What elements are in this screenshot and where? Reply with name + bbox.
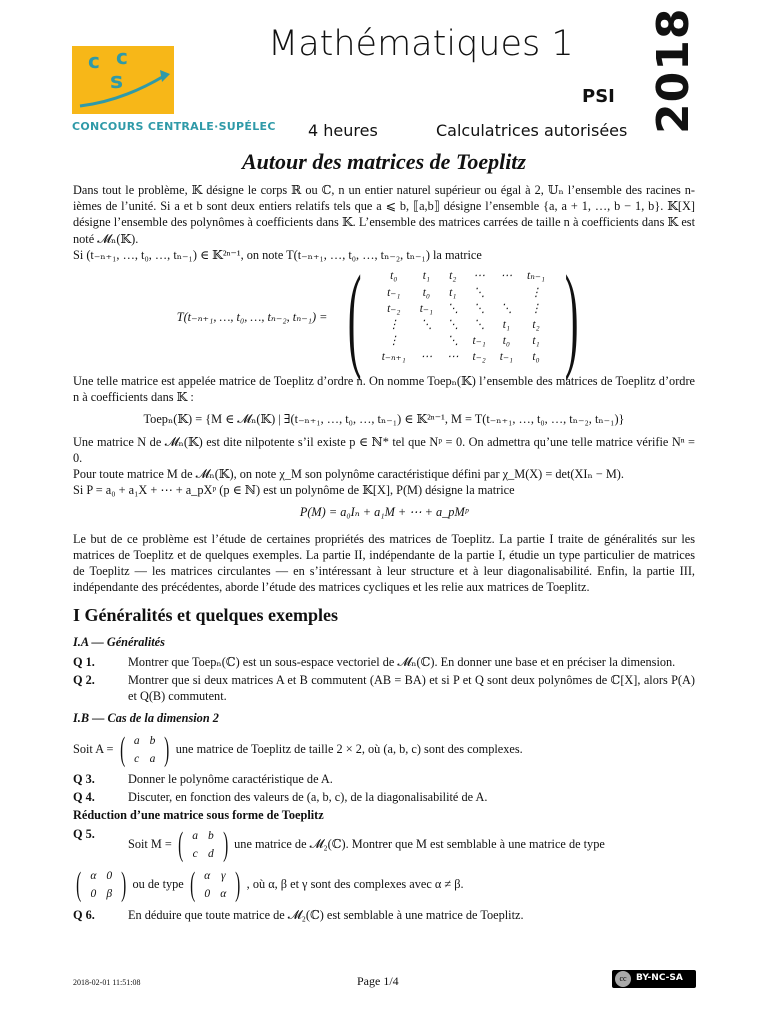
- svg-text:c: c: [116, 46, 128, 69]
- question-4: [73, 789, 695, 805]
- question-1: [73, 654, 695, 670]
- matrix-type-1: ( α 0 0 β ): [76, 866, 127, 904]
- matrix-m-cell: d: [208, 847, 214, 860]
- toeplitz-matrix-cell: ⋮: [530, 302, 542, 315]
- matrix-type-1-cell: 0: [106, 870, 113, 883]
- toeplitz-matrix-cell: t₋₂: [472, 351, 486, 364]
- toeplitz-matrix-cell: t₋₂: [387, 302, 401, 315]
- toeplitz-matrix-cell: tₙ₋₁: [527, 270, 545, 283]
- toeplitz-matrix-row: [375, 333, 552, 349]
- matrix-a-cell: a: [133, 734, 140, 747]
- toeplitz-matrix-cell: ⋱: [473, 286, 485, 299]
- question-number: Q 4.: [73, 790, 95, 805]
- left-paren: (: [348, 251, 362, 383]
- question-text: Discuter, en fonction des valeurs de (a, b, c), de la diagonalisabilité de A.: [128, 790, 488, 805]
- intro-paragraph-2: Si (t₋ₙ₊₁, …, t₀, …, tₙ₋₁) ∈ 𝕂²ⁿ⁻¹, on note T(t₋ₙ₊₁, …, t₀, …, tₙ₋₂, tₙ₋₁) la matrice: [73, 247, 482, 262]
- toeplitz-matrix-cell: ⋮: [530, 286, 542, 299]
- matrix-a-cell: c: [134, 752, 140, 765]
- question-6: [73, 907, 695, 923]
- question-5: Q 5. Soit M = ( a b c d ) une matrice de 𝓜₂(ℂ). Montrer que M est semblable à une matrice de type: [73, 825, 605, 863]
- toeplitz-matrix-cell: t₀: [422, 286, 430, 299]
- svg-text:c: c: [88, 49, 100, 73]
- matrix-label: T(t₋ₙ₊₁, …, t₀, …, tₙ₋₂, tₙ₋₁) =: [176, 309, 328, 324]
- matrix-a-cell: b: [149, 734, 156, 747]
- toeplitz-matrix-row: [375, 349, 552, 365]
- question-3: [73, 771, 695, 787]
- matrix-type-1-row: [86, 886, 116, 902]
- footer-date: 2018-02-01 11:51:08: [73, 978, 141, 987]
- toep-definition-equation: Toepₙ(𝕂) = {M ∈ 𝓜ₙ(𝕂) | ∃(t₋ₙ₊₁, …, t₀, …, tₙ₋₁) ∈ 𝕂²ⁿ⁻¹, M = T(t₋ₙ₊₁, …, t₀, …, tₙ₋₂, tₙ₋₁)}: [143, 412, 625, 427]
- section-ib-title: I.B — Cas de la dimension 2: [73, 711, 219, 726]
- toeplitz-matrix-row: [375, 301, 552, 317]
- toeplitz-matrix-cell: t₀: [532, 351, 540, 364]
- toeplitz-matrix-cell: ⋱: [447, 302, 459, 315]
- toeplitz-matrix-row: [375, 317, 552, 333]
- question-number: Q 2.: [73, 673, 95, 688]
- pm-equation: P(M) = a₀Iₙ + a₁M + ⋯ + a_pMᵖ: [299, 505, 469, 520]
- exam-duration: 4 heures: [308, 121, 378, 140]
- question-number: Q 3.: [73, 772, 95, 787]
- toeplitz-matrix-cell: t₋ₙ₊₁: [381, 351, 406, 364]
- toeplitz-matrix-cell: [493, 285, 520, 301]
- page-number: Page 1/4: [357, 974, 399, 988]
- matrix-type-1-cell: β: [106, 888, 113, 901]
- toeplitz-matrix-cell: ⋱: [473, 319, 485, 332]
- reduction-heading: Réduction d’une matrice sous forme de Toeplitz: [73, 808, 324, 823]
- license-badge: [612, 970, 696, 988]
- exam-title: Mathématiques 1: [268, 24, 574, 64]
- section-ia-title: I.A — Généralités: [73, 634, 165, 649]
- matrix-m-cell: b: [208, 829, 214, 842]
- intro-paragraph-7: Le but de ce problème est l’étude de certaines propriétés des matrices de Toeplitz. La partie I traite de généralités sur les matrices de Toeplitz et de quelques exemples. La partie II, indépendante de la partie I, étudie un type particulier de matrices de Toeplitz — les matrices circulantes — en s’intéressant à leur structure et à leur diagonalisabilité. Enfin, la partie III, indépendante des précédentes, aborde l’étude des matrices cycliques et les relie aux matrices de Toeplitz.: [73, 531, 695, 595]
- matrix-a-cell: a: [149, 752, 156, 765]
- matrix-type-2-row: [200, 886, 230, 902]
- document-body: [73, 182, 695, 925]
- question-text: En déduire que toute matrice de 𝓜₂(ℂ) est semblable à une matrice de Toeplitz.: [128, 907, 524, 922]
- matrix-a: ( a b c a ): [119, 730, 170, 768]
- matrix-type-2-cell: α: [220, 888, 227, 901]
- right-paren: ): [564, 251, 579, 383]
- toeplitz-matrix: [375, 268, 552, 365]
- question-number: Q 6.: [73, 907, 95, 922]
- matrix-type-2-cell: α: [204, 870, 211, 883]
- intro-paragraph-6: Si P = a₀ + a₁X + ⋯ + a_pXᵖ (p ∈ ℕ) est un polynôme de 𝕂[X], P(M) désigne la matrice: [73, 483, 515, 498]
- toeplitz-matrix-cell: ⋯: [420, 351, 433, 364]
- matrix-a-row: [130, 733, 160, 749]
- toeplitz-matrix-cell: ⋱: [447, 335, 459, 348]
- toeplitz-matrix-cell: ⋯: [447, 351, 459, 364]
- toeplitz-matrix-cell: t₋₁: [419, 302, 433, 315]
- matrix-type-1-row: [86, 868, 116, 884]
- matrix-type-1-cell: 0: [90, 888, 97, 901]
- calculator-note: Calculatrices autorisées: [436, 121, 628, 140]
- toeplitz-matrix-cell: ⋱: [473, 302, 485, 315]
- question-number: Q 5.: [73, 826, 95, 841]
- toeplitz-matrix-cell: t₁: [502, 319, 510, 332]
- question-text: Montrer que si deux matrices A et B commutent (AB = BA) et si P et Q sont deux polynômes de ℂ[X], alors P(A) et Q(B) commutent.: [128, 673, 695, 704]
- part-1-title: I Généralités et quelques exemples: [73, 605, 338, 626]
- intro-paragraph-3: Une telle matrice est appelée matrice de Toeplitz d’ordre n. On nomme Toepₙ(𝕂) l’ensemble des matrices de Toeplitz d’ordre n à coefficients dans 𝕂 :: [73, 374, 695, 405]
- matrix-a-row: [130, 751, 160, 767]
- ccs-logo: [72, 46, 174, 114]
- svg-text:s: s: [110, 69, 124, 94]
- question-text: Donner le polynôme caractéristique de A.: [128, 772, 333, 787]
- intro-paragraph-4: Une matrice N de 𝓜ₙ(𝕂) est dite nilpotente s’il existe p ∈ ℕ* tel que Nᵖ = 0. On admettra qu’une telle matrice vérifie Nⁿ = 0.: [73, 434, 695, 465]
- toeplitz-matrix-row: [375, 268, 552, 284]
- matrix-m-cell: a: [192, 829, 198, 842]
- exam-year: 2018: [648, 7, 699, 134]
- license-text: BY-NC-SA: [636, 973, 683, 983]
- matrix-m-row: [188, 846, 218, 862]
- logo-caption: CONCOURS CENTRALE·SUPÉLEC: [72, 120, 276, 133]
- toeplitz-matrix-cell: ⋮: [387, 335, 400, 348]
- matrix-type-2-row: [200, 868, 230, 884]
- question-2: [73, 672, 695, 704]
- toeplitz-matrix-row: [375, 285, 552, 301]
- matrix-type-1-cell: α: [90, 870, 97, 883]
- intro-paragraph-5: Pour toute matrice M de 𝓜ₙ(𝕂), on note χ_M son polynôme caractéristique défini par χ_M(X) = det(XIₙ − M).: [73, 467, 624, 482]
- question-text: Montrer que Toepₙ(ℂ) est un sous-espace vectoriel de 𝓜ₙ(ℂ). En donner une base et en préciser la dimension.: [128, 654, 676, 669]
- question-number: Q 1.: [73, 654, 95, 669]
- toeplitz-matrix-cell: ⋯: [500, 270, 513, 283]
- toeplitz-matrix-cell: t₂: [449, 270, 457, 283]
- matrix-m-cell: c: [192, 847, 198, 860]
- toeplitz-matrix-cell: t₋₁: [499, 351, 514, 364]
- matrix-a-definition: Soit A = ( a b c a ) une matrice de Toeplitz de taille 2 × 2, où (a, b, c) sont des complexes.: [73, 730, 523, 768]
- logo-graphic: [72, 46, 174, 114]
- matrix-type-2-cell: γ: [220, 870, 226, 883]
- toeplitz-matrix-cell: t₁: [532, 335, 540, 348]
- filiere-label: PSI: [582, 86, 615, 107]
- toeplitz-matrix-cell: ⋮: [387, 319, 400, 332]
- toeplitz-matrix-cell: [413, 333, 440, 349]
- toeplitz-matrix-cell: ⋱: [500, 302, 513, 315]
- toeplitz-matrix-cell: t₀: [390, 270, 398, 283]
- matrix-type-2: ( α γ 0 α ): [189, 866, 241, 904]
- question-5-continued: ( α 0 0 β ) ou de type ( α γ 0 α ) , où α, β et γ sont des complexes avec α ≠ β.: [73, 866, 695, 904]
- toeplitz-matrix-cell: t₋₁: [472, 335, 486, 348]
- matrix-type-2-cell: 0: [204, 888, 211, 901]
- toeplitz-matrix-cell: t₁: [449, 286, 457, 299]
- toeplitz-matrix-cell: ⋱: [420, 319, 433, 332]
- intro-paragraph-1: Dans tout le problème, 𝕂 désigne le corps ℝ ou ℂ, n un entier naturel supérieur ou égal à 2, 𝕌ₙ l’ensemble des racines n-ièmes de l’unité. Si a et b sont deux entiers relatifs tels que a ⩽ b, ⟦a,b⟧ désigne l’ensemble {a, a + 1, …, b − 1, b}. 𝕂[X] désigne l’ensemble des polynômes à coefficients dans 𝕂. L’ensemble des matrices carrées de taille n à coefficients dans 𝕂 est noté 𝓜ₙ(𝕂).: [73, 183, 695, 246]
- toeplitz-matrix-cell: t₁: [422, 270, 430, 283]
- matrix-m: ( a b c d ): [178, 825, 228, 863]
- toeplitz-matrix-cell: t₀: [502, 335, 510, 348]
- toeplitz-matrix-cell: t₋₁: [387, 286, 401, 299]
- cc-icon: cc: [615, 971, 631, 987]
- toeplitz-matrix-cell: t₂: [532, 319, 540, 332]
- matrix-m-row: [188, 828, 218, 844]
- toeplitz-matrix-cell: ⋯: [473, 270, 485, 283]
- subject-title: Autour des matrices de Toeplitz: [242, 149, 526, 174]
- toeplitz-matrix-cell: ⋱: [447, 319, 459, 332]
